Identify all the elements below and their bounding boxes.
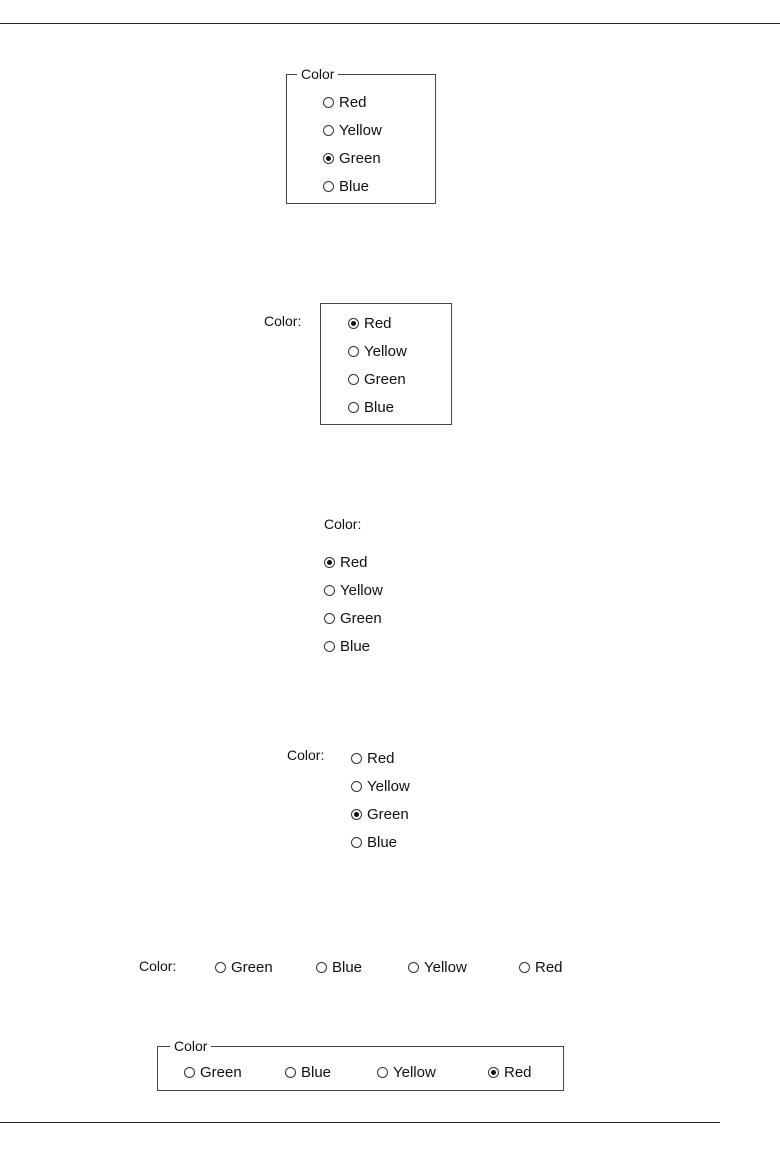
radio-label: Red bbox=[339, 93, 367, 111]
radio-blue[interactable] bbox=[285, 1062, 331, 1082]
radio-circle-icon bbox=[351, 781, 362, 792]
radio-label: Green bbox=[200, 1063, 242, 1081]
top-rule bbox=[0, 23, 780, 24]
radio-circle-icon bbox=[351, 809, 362, 820]
radio-red[interactable] bbox=[351, 748, 395, 768]
radio-red[interactable] bbox=[519, 957, 563, 977]
radio-circle-icon bbox=[348, 374, 359, 385]
radio-label: Red bbox=[535, 958, 563, 976]
groupbox-legend: Color bbox=[297, 65, 338, 83]
radio-circle-icon bbox=[348, 346, 359, 357]
radio-yellow[interactable] bbox=[323, 120, 382, 140]
radio-green[interactable] bbox=[324, 608, 382, 628]
radio-green[interactable] bbox=[348, 369, 406, 389]
radio-label: Green bbox=[231, 958, 273, 976]
radio-yellow[interactable] bbox=[348, 341, 407, 361]
radio-yellow[interactable] bbox=[408, 957, 467, 977]
radio-blue[interactable] bbox=[351, 832, 397, 852]
radio-circle-icon bbox=[324, 613, 335, 624]
radio-label: Blue bbox=[332, 958, 363, 976]
radio-label: Green bbox=[364, 370, 406, 388]
radio-label: Blue bbox=[367, 833, 398, 851]
radio-label: Yellow bbox=[339, 121, 382, 139]
radio-circle-icon bbox=[377, 1067, 388, 1078]
radio-label: Green bbox=[367, 805, 409, 823]
radio-circle-icon bbox=[324, 641, 335, 652]
radio-circle-icon bbox=[348, 402, 359, 413]
radio-label: Blue bbox=[364, 398, 395, 416]
radio-blue[interactable] bbox=[348, 397, 394, 417]
radio-label: Blue bbox=[340, 637, 371, 655]
radio-green[interactable] bbox=[323, 148, 381, 168]
radio-circle-icon bbox=[351, 837, 362, 848]
radio-label: Green bbox=[339, 149, 381, 167]
radio-circle-icon bbox=[324, 557, 335, 568]
radio-green[interactable] bbox=[215, 957, 273, 977]
radio-blue[interactable] bbox=[324, 636, 370, 656]
radio-circle-icon bbox=[316, 962, 327, 973]
radio-circle-icon bbox=[323, 97, 334, 108]
radio-circle-icon bbox=[323, 125, 334, 136]
radio-circle-icon bbox=[323, 153, 334, 164]
radio-circle-icon bbox=[488, 1067, 499, 1078]
radio-circle-icon bbox=[184, 1067, 195, 1078]
radio-yellow[interactable] bbox=[324, 580, 383, 600]
radio-label: Blue bbox=[339, 177, 370, 195]
radio-circle-icon bbox=[323, 181, 334, 192]
radio-circle-icon bbox=[348, 318, 359, 329]
radio-red[interactable] bbox=[323, 92, 367, 112]
bottom-rule bbox=[0, 1122, 720, 1123]
radio-label: Yellow bbox=[393, 1063, 436, 1081]
radio-label: Red bbox=[504, 1063, 532, 1081]
radio-label: Yellow bbox=[367, 777, 410, 795]
color-label: Color: bbox=[324, 516, 362, 532]
radio-label: Red bbox=[340, 553, 368, 571]
color-label: Color: bbox=[139, 958, 177, 974]
radio-circle-icon bbox=[215, 962, 226, 973]
radio-circle-icon bbox=[351, 753, 362, 764]
radio-red[interactable] bbox=[348, 313, 392, 333]
radio-yellow[interactable] bbox=[377, 1062, 436, 1082]
radio-label: Blue bbox=[301, 1063, 332, 1081]
radio-label: Yellow bbox=[364, 342, 407, 360]
color-label: Color: bbox=[264, 313, 302, 329]
radio-label: Green bbox=[340, 609, 382, 627]
radio-label: Yellow bbox=[424, 958, 467, 976]
radio-green[interactable] bbox=[351, 804, 409, 824]
radio-label: Red bbox=[367, 749, 395, 767]
radio-label: Yellow bbox=[340, 581, 383, 599]
radio-circle-icon bbox=[408, 962, 419, 973]
radio-label: Red bbox=[364, 314, 392, 332]
radio-red[interactable] bbox=[488, 1062, 532, 1082]
radio-yellow[interactable] bbox=[351, 776, 410, 796]
groupbox-legend: Color bbox=[170, 1037, 211, 1055]
radio-circle-icon bbox=[324, 585, 335, 596]
radio-green[interactable] bbox=[184, 1062, 242, 1082]
radio-red[interactable] bbox=[324, 552, 368, 572]
radio-circle-icon bbox=[519, 962, 530, 973]
radio-circle-icon bbox=[285, 1067, 296, 1078]
radio-blue[interactable] bbox=[316, 957, 362, 977]
color-label: Color: bbox=[287, 747, 325, 763]
radio-blue[interactable] bbox=[323, 176, 369, 196]
